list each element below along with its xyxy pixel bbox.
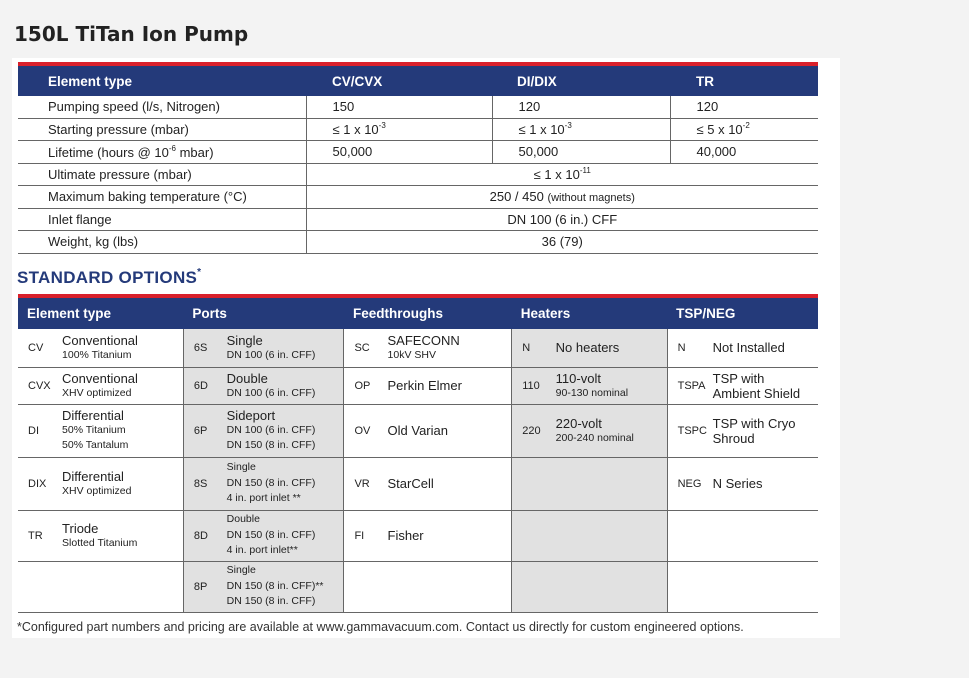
spec-header-element-type: Element type <box>18 64 306 96</box>
spec-label: Maximum baking temperature (°C) <box>18 186 306 209</box>
spec-label: Pumping speed (l/s, Nitrogen) <box>18 96 306 118</box>
option-desc: SAFECONN 10kV SHV <box>388 329 512 367</box>
option-desc: Fisher <box>388 510 512 561</box>
options-row <box>18 329 818 367</box>
options-header-heaters: Heaters <box>512 296 667 329</box>
option-desc: 110-volt 90-130 nominal <box>556 367 667 404</box>
option-desc: StarCell <box>388 457 512 510</box>
options-row <box>18 510 818 561</box>
spec-value: DN 100 (6 in.) CFF <box>306 208 818 231</box>
option-code: TSPC <box>667 404 713 457</box>
options-row <box>18 404 818 457</box>
options-table <box>18 294 818 613</box>
option-desc: Perkin Elmer <box>388 367 512 404</box>
spec-value: ≤ 1 x $10^{-3}$ <box>492 118 670 141</box>
option-code: CV <box>18 329 62 367</box>
spec-label: Inlet flange <box>18 208 306 231</box>
options-header-tsp-neg: TSP/NEG <box>667 296 818 329</box>
option-empty <box>344 561 388 612</box>
options-header-element-type: Element type <box>18 296 183 329</box>
option-empty <box>512 561 556 612</box>
option-desc: Sideport DN 100 (6 in. CFF) DN 150 (8 in. CFF) <box>227 404 344 457</box>
spec-header-row <box>18 64 818 96</box>
spec-label: Starting pressure (mbar) <box>18 118 306 141</box>
spec-label: Weight, kg (lbs) <box>18 231 306 254</box>
spec-value: 40,000 <box>670 141 818 164</box>
options-header-row <box>18 296 818 329</box>
spec-label: Lifetime (hours @ $10^{-6}$ mbar) <box>18 141 306 164</box>
option-code: OP <box>344 367 388 404</box>
option-code: N <box>667 329 713 367</box>
option-code: 8D <box>183 510 226 561</box>
option-code: OV <box>344 404 388 457</box>
spec-value: ≤ 5 x $10^{-2}$ <box>670 118 818 141</box>
spec-value: 250 / 450 (without magnets) <box>306 186 818 209</box>
option-desc: Triode Slotted Titanium <box>62 510 183 561</box>
option-code: TR <box>18 510 62 561</box>
option-desc: Single DN 100 (6 in. CFF) <box>227 329 344 367</box>
options-row <box>18 367 818 404</box>
option-code: FI <box>344 510 388 561</box>
option-desc: Double DN 150 (8 in. CFF) 4 in. port inlet** <box>227 510 344 561</box>
spec-value: ≤ 1 x $10^{-11}$ <box>306 163 818 186</box>
option-code: 6S <box>183 329 226 367</box>
option-code: DI <box>18 404 62 457</box>
option-desc: Single DN 150 (8 in. CFF) 4 in. port inlet ** <box>227 457 344 510</box>
option-desc: Differential XHV optimized <box>62 457 183 510</box>
option-code: 6D <box>183 367 226 404</box>
option-empty <box>667 510 713 561</box>
spec-row <box>18 186 818 209</box>
option-code: 8P <box>183 561 226 612</box>
page-title: 150L TiTan Ion Pump <box>14 22 249 46</box>
spec-row <box>18 163 818 186</box>
option-empty <box>512 457 556 510</box>
spec-row <box>18 231 818 254</box>
options-row <box>18 457 818 510</box>
option-desc: 220-volt 200-240 nominal <box>556 404 667 457</box>
footnote: *Configured part numbers and pricing are available at www.gammavacuum.com. Contact us directly for custom engineered options. <box>17 620 744 634</box>
spec-table <box>18 62 818 254</box>
option-code: DIX <box>18 457 62 510</box>
option-empty <box>556 457 667 510</box>
option-code: N <box>512 329 556 367</box>
spec-header-cv-cvx: CV/CVX <box>306 64 492 96</box>
option-code: VR <box>344 457 388 510</box>
option-empty <box>388 561 512 612</box>
spec-value: ≤ 1 x $10^{-3}$ <box>306 118 492 141</box>
spec-value: 50,000 <box>492 141 670 164</box>
option-empty <box>556 561 667 612</box>
spec-value: 120 <box>670 96 818 118</box>
option-code: TSPA <box>667 367 713 404</box>
option-empty <box>667 561 713 612</box>
option-desc: N Series <box>713 457 818 510</box>
option-desc: TSP with Ambient Shield <box>713 367 818 404</box>
option-empty <box>713 561 818 612</box>
option-desc: Single DN 150 (8 in. CFF)** DN 150 (8 in. CFF) <box>227 561 344 612</box>
options-header-ports: Ports <box>183 296 344 329</box>
option-desc: Conventional XHV optimized <box>62 367 183 404</box>
options-header-feedthroughs: Feedthroughs <box>344 296 512 329</box>
option-code: 8S <box>183 457 226 510</box>
option-desc: No heaters <box>556 329 667 367</box>
option-code: NEG <box>667 457 713 510</box>
option-desc: Not Installed <box>713 329 818 367</box>
spec-value: 36 (79) <box>306 231 818 254</box>
option-desc: Old Varian <box>388 404 512 457</box>
standard-options-heading: STANDARD OPTIONS* <box>17 267 202 287</box>
spec-label: Ultimate pressure (mbar) <box>18 163 306 186</box>
option-desc: Double DN 100 (6 in. CFF) <box>227 367 344 404</box>
option-desc: TSP with Cryo Shroud <box>713 404 818 457</box>
option-empty <box>18 561 62 612</box>
options-row <box>18 561 818 612</box>
spec-header-tr: TR <box>670 64 818 96</box>
spec-row <box>18 208 818 231</box>
option-empty <box>713 510 818 561</box>
spec-row <box>18 141 818 164</box>
option-code: 6P <box>183 404 226 457</box>
spec-value: 150 <box>306 96 492 118</box>
option-code: SC <box>344 329 388 367</box>
spec-value: 120 <box>492 96 670 118</box>
option-code: CVX <box>18 367 62 404</box>
spec-header-di-dix: DI/DIX <box>492 64 670 96</box>
spec-value: 50,000 <box>306 141 492 164</box>
option-empty <box>512 510 556 561</box>
option-code: 110 <box>512 367 556 404</box>
spec-row <box>18 118 818 141</box>
option-empty <box>62 561 183 612</box>
option-desc: Conventional 100% Titanium <box>62 329 183 367</box>
spec-row <box>18 96 818 118</box>
option-desc: Differential 50% Titanium 50% Tantalum <box>62 404 183 457</box>
option-empty <box>556 510 667 561</box>
option-code: 220 <box>512 404 556 457</box>
spec-panel <box>12 58 840 638</box>
